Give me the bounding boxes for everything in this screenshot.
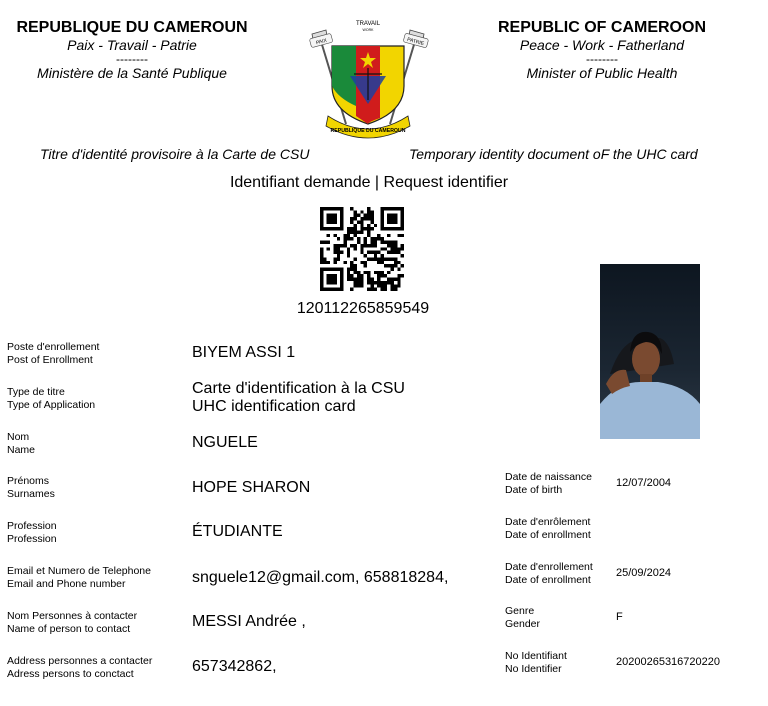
label-date-of-enrollment-2: Date d'enrollement Date of enrollment	[505, 561, 593, 586]
coat-top-text: TRAVAIL	[355, 21, 381, 27]
header-english	[492, 18, 712, 82]
subtitle-fr: Titre d'identité provisoire à la Carte de CSU	[40, 146, 310, 162]
value-profession: ÉTUDIANTE	[192, 523, 283, 540]
label-identifier: No Identifiant No Identifier	[505, 650, 567, 675]
value-post-of-enrollment: BIYEM ASSI 1	[192, 344, 296, 361]
separator-fr: --------	[116, 52, 148, 66]
label-email-phone: Email et Numero de Telephone Email and Phone number	[7, 565, 151, 590]
label-contact-name: Nom Personnes à contacter Name of person to contact	[7, 610, 138, 635]
label-type-of-application: Type de titre Type of Application	[7, 386, 96, 411]
separator-en: --------	[586, 52, 618, 66]
header-french	[12, 18, 252, 82]
value-identifier: 20200265316720220	[616, 656, 721, 668]
value-contact-name: MESSI Andrée ,	[192, 613, 306, 630]
coat-top-small-text: WORK	[362, 28, 374, 32]
value-date-of-enrollment-2: 25/09/2024	[616, 567, 672, 579]
value-surnames: HOPE SHARON	[192, 479, 311, 496]
value-type-of-application: Carte d'identification à la CSU UHC identification card	[192, 380, 405, 415]
coat-ribbon-text: REPUBLIQUE DU CAMEROUN	[330, 128, 406, 134]
label-profession: Profession Profession	[7, 520, 57, 545]
label-date-of-birth: Date de naissance Date of birth	[505, 471, 592, 496]
motto-en: Peace - Work - Fatherland	[519, 37, 685, 53]
coat-right-text: PATRIE	[406, 36, 425, 48]
value-date-of-birth: 12/07/2004	[616, 477, 672, 489]
label-gender: Genre Gender	[505, 605, 541, 630]
value-name: NGUELE	[192, 434, 258, 451]
label-post-of-enrollment: Poste d'enrollement Post of Enrollment	[7, 341, 100, 366]
label-contact-address: Address personnes a contacter Adress persons to conctact	[7, 655, 153, 680]
holder-photo	[600, 264, 700, 439]
label-date-of-enrollment-1: Date d'enrôlement Date of enrollment	[505, 516, 591, 541]
country-name-en: REPUBLIC OF CAMEROON	[498, 19, 706, 36]
coat-left-text: PAIX	[315, 37, 328, 47]
subtitle-en: Temporary identity document oF the UHC card	[409, 146, 698, 162]
country-name-fr: REPUBLIQUE DU CAMEROUN	[16, 19, 248, 36]
label-name: Nom Name	[7, 431, 36, 456]
ministry-fr: Ministère de la Santé Publique	[37, 65, 227, 81]
value-email-phone: snguele12@gmail.com, 658818284,	[192, 569, 449, 586]
label-surnames: Prénoms Surnames	[7, 475, 55, 500]
coat-of-arms-icon	[306, 16, 430, 140]
value-gender: F	[616, 611, 623, 623]
ministry-en: Minister of Public Health	[526, 65, 678, 81]
qr-code-icon	[320, 207, 404, 291]
value-contact-address: 657342862,	[192, 658, 277, 675]
request-identifier-number: 120112265859549	[296, 300, 430, 317]
motto-fr: Paix - Travail - Patrie	[67, 37, 197, 53]
request-identifier-title: Identifiant demande | Request identifier	[229, 174, 509, 191]
